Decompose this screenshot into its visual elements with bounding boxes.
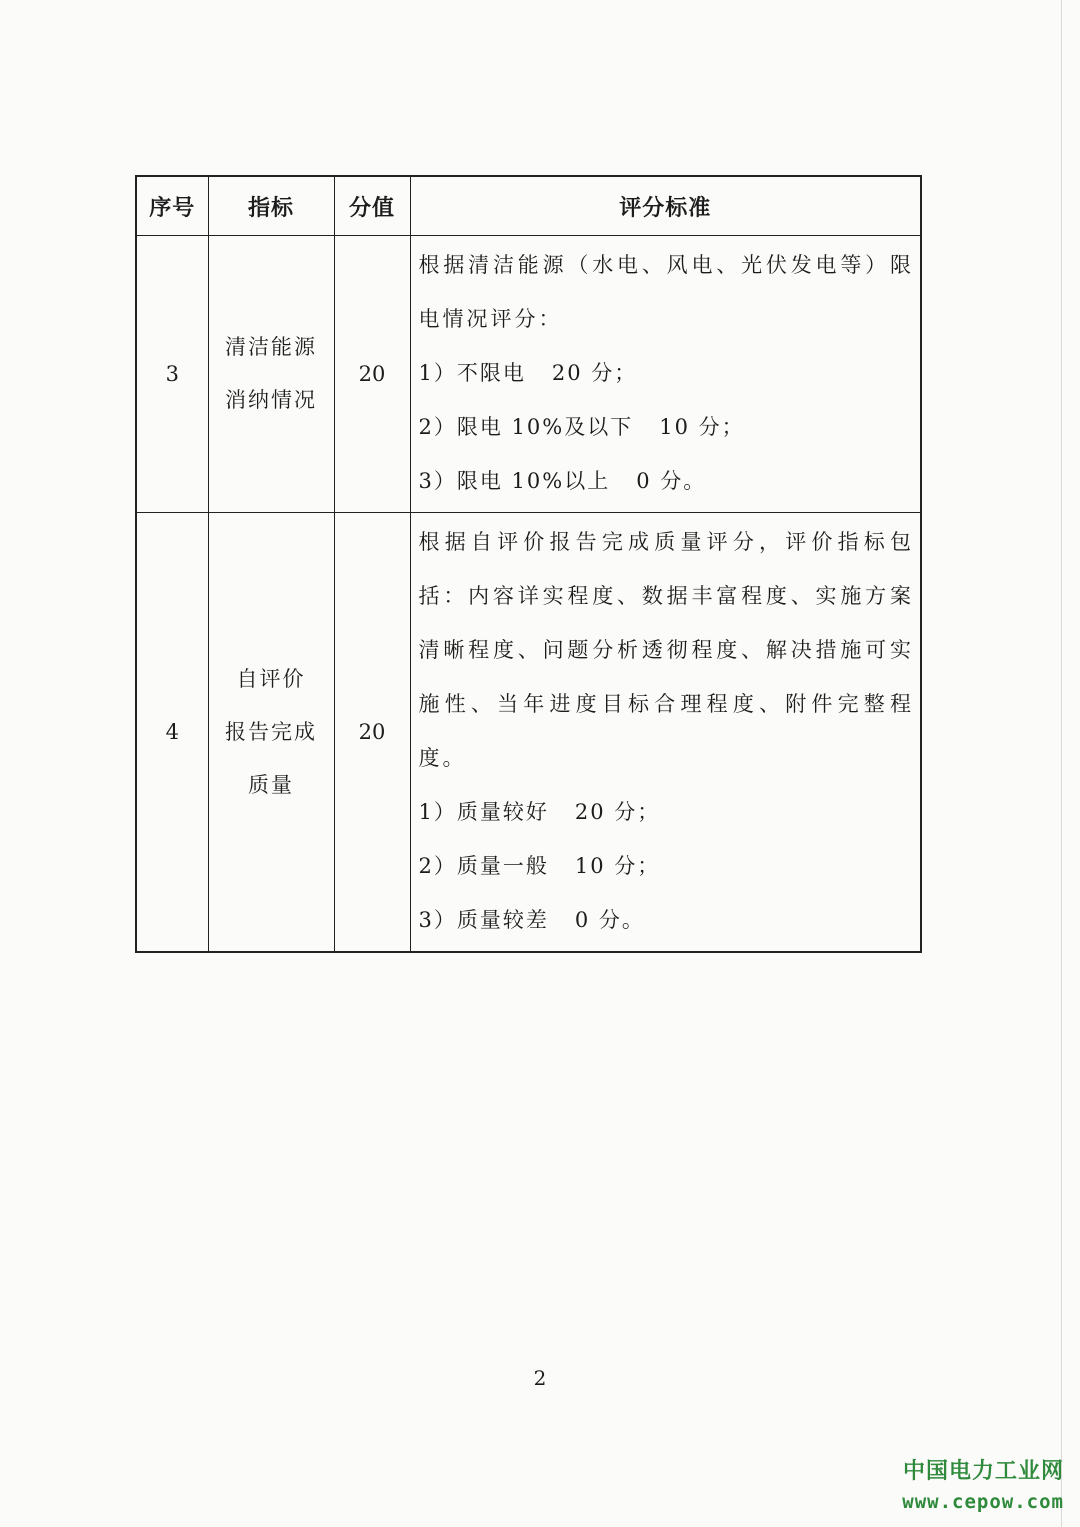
watermark-site-name: 中国电力工业网: [902, 1459, 1064, 1484]
criteria-item: 1）不限电 20 分；: [418, 361, 638, 385]
indicator-line: 消纳情况: [225, 388, 317, 412]
criteria-item: 1）质量较好 20 分；: [418, 800, 661, 824]
table-header-row: [136, 176, 921, 236]
header-serial-number: 序号: [136, 176, 208, 236]
row-criteria: [410, 236, 921, 513]
header-indicator: 指标: [208, 176, 334, 236]
table-row: [136, 513, 921, 953]
header-score: 分值: [334, 176, 410, 236]
row-serial-number: 4: [136, 513, 208, 953]
indicator-line: 报告完成: [225, 719, 317, 744]
row-score: 20: [334, 513, 410, 953]
header-criteria: 评分标准: [410, 176, 921, 236]
scoring-table: [135, 175, 922, 953]
row-score: 20: [334, 236, 410, 513]
indicator-line: 自评价: [236, 666, 306, 691]
criteria-item: 2）质量一般 10 分；: [418, 854, 661, 878]
watermark: [902, 1456, 1064, 1516]
row-criteria: [410, 513, 921, 953]
criteria-item: 3）限电 10%以上 0 分。: [418, 469, 707, 493]
criteria-intro: 根据清洁能源（水电、风电、光伏发电等）限电情况评分：: [418, 253, 914, 331]
row-serial-number: 3: [136, 236, 208, 513]
watermark-site-url: www.cepow.com: [902, 1491, 1064, 1513]
row-indicator: [208, 513, 334, 953]
page-number: 2: [533, 1366, 547, 1390]
row-indicator: [208, 236, 334, 513]
criteria-item: 3）质量较差 0 分。: [418, 908, 645, 932]
table-row: [136, 236, 921, 513]
scan-edge-line: [1061, 0, 1062, 1527]
criteria-item: 2）限电 10%及以下 10 分；: [418, 415, 745, 439]
indicator-line: 质量: [248, 772, 294, 797]
indicator-line: 清洁能源: [225, 335, 317, 359]
criteria-intro: 根据自评价报告完成质量评分，评价指标包括：内容详实程度、数据丰富程度、实施方案清晰程度、问题分析透彻程度、解决措施可实施性、当年进度目标合理程度、附件完整程度。: [418, 530, 914, 770]
